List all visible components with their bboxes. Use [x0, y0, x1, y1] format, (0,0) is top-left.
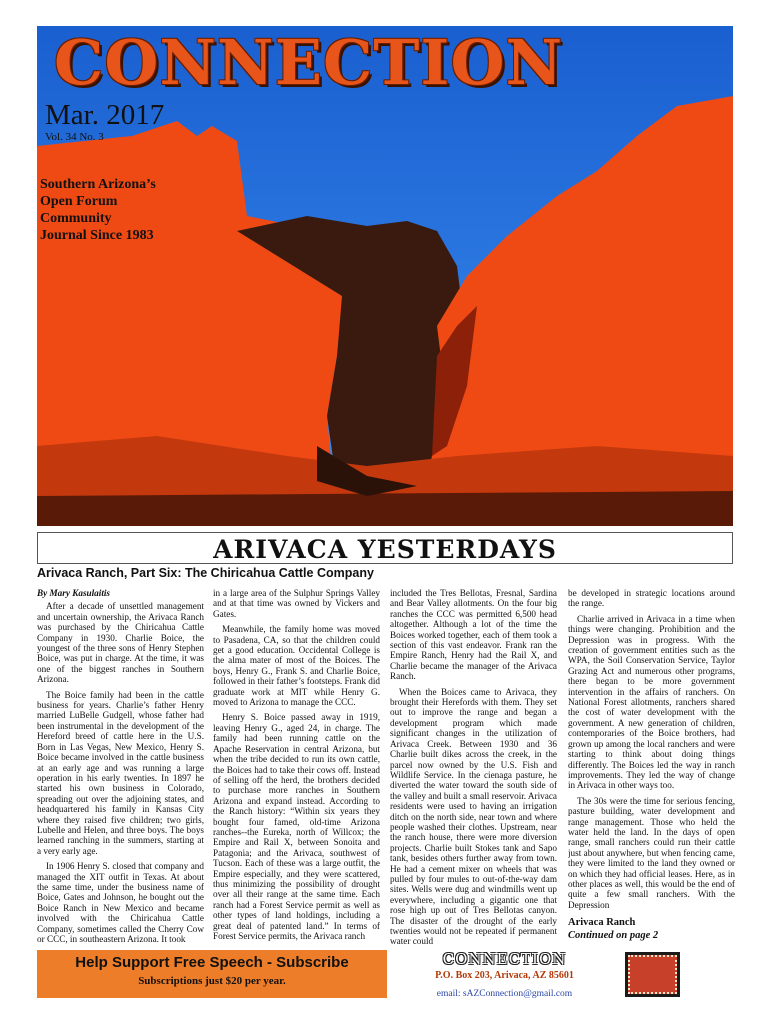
issue-volume: Vol. 34 No. 3 [45, 131, 104, 143]
tagline-line: Southern Arizona’s [40, 177, 156, 192]
paragraph: Charlie arrived in Arivaca in a time when things were changing. Prohibition and the Depression was in progress. With the creation of government entities such as the WPA, the Soil Conservation Service, Taylor Grazing Act and numerous other programs, there began to be more government intervention in the affairs of ranchers. On National Forest allotments, ranchers shared the cost of water development with the government. A new generation of children, contemporaries of the Boice brothers, had grown up among the local ranchers and were starting to think about doing things differently. The Boices led the way in ranch improvements. They led the way of change in Arivaca in other ways too. [568, 613, 735, 791]
paragraph: After a decade of unsettled management and uncertain ownership, the Arivaca Ranch was purchased by the Chiricahua Cattle Company in 1930. Charlie Boice, the youngest of the three sons of Henry Stephen Boice, was put in charge. At the time, it was one of the biggest ranches in Southern Arizona. [37, 601, 204, 685]
paragraph: The Boice family had been in the cattle business for years. Charlie’s father Henry married LuBelle Gudgell, whose father had been instrumental in the development of the Hereford breed of cattle here in the U.S. Born in Las Vegas, New Mexico, Henry S. Boice became involved in the cattle business at an early age and was running a large operation in his early twenties. In 1897 he started his own business in Colorado, spreading out over the adjoining states, and headquartered his family in Kansas City where they raised five children; two girls, Lubelle and Helen, and three boys. The boys learned ranching in the summers, starting at a very early age. [37, 689, 204, 856]
subscription-price: Subscriptions just $20 per year. [138, 975, 286, 987]
article-column-4 [568, 588, 735, 948]
tagline-line: Open Forum [40, 194, 118, 209]
paragraph: Henry S. Boice passed away in 1919, leaving Henry G., aged 24, in charge. The family had been running cattle on the Apache Reservation in central Arizona, but when the tribe decided to run its own cattle, the Boices had to take their cows off. Instead of selling off the herd, the brothers decided to purchase more ranches in Southern Arizona and expand instead. According to the Ranch history: “Within six years they bought four famed, old-time Arizona ranches--the Eureka, north of Willcox; the Empire and Rail X, between Sonoita and Patagonia; and the Arivaca, southwest of Tucson. Each of these was a large outfit, the Empire especially, and they were scattered, thus minimizing the possibility of drought over all their range at the same time. Each ranch had a Forest Service permit as well as other types of land holdings, including a great deal of patented land.” In terms of Forest Service permits, the Arivaca ranch [213, 712, 380, 941]
paragraph: in a large area of the Sulphur Springs Valley and at that time was owned by Vickers and Gates. [213, 588, 380, 619]
paragraph: Meanwhile, the family home was moved to Pasadena, CA, so that the children could get a good education. Occidental College is the alma mater of most of the Boices. The boys, Henry G., Frank S. and Charlie Boice, followed in their father’s footsteps. Frank did graduate work at MIT while Henry G. moved to Arizona to manage the CCC. [213, 624, 380, 708]
article-column-3 [390, 588, 557, 948]
article-column-2 [213, 588, 380, 948]
article-heading-banner [37, 532, 733, 564]
contact-logo: CONNECTION [442, 950, 567, 968]
byline: By Mary Kasulaitis [37, 588, 111, 598]
tagline [40, 176, 200, 244]
mailing-address: P.O. Box 203, Arivaca, AZ 85601 [435, 970, 574, 981]
paragraph: The 30s were the time for serious fencing, pasture building, water development and range management. Those who held the water held the land. In the days of open range, small ranchers could run their cattle just about anywhere, but when fencing came, they were limited to the land they owned or on which they had official leases. Here, as in other places as well, this would be the end of quite a few small ranchers. With the Depression [568, 795, 735, 910]
paragraph: In 1906 Henry S. closed that company and managed the XIT outfit in Texas. At about the same time, under the business name of Boice, Gates and Johnson, he bought out the Boice Ranch in New Mexico and became involved with the Chiricahua Cattle Company, sometimes called the Cherry Cow or CCC, in southeastern Arizona. It took [37, 861, 204, 944]
continuation-title: Arivaca Ranch [568, 917, 636, 929]
paragraph: included the Tres Bellotas, Fresnal, Sardina and Bear Valley allotments. On the four big ranches the CCC was permitted 6,500 head altogether. Although a lot of the time the Boices worked together, each of them took a section of this vast endeavor. Frank ran the Empire Ranch, Henry had the Rail X, and Charlie became the manager of the Arivaca Ranch. [390, 588, 557, 682]
tagline-line: Journal Since 1983 [40, 228, 154, 243]
article-column-1 [37, 588, 204, 948]
stamp-illustration [628, 955, 677, 994]
article-subtitle: Arivaca Ranch, Part Six: The Chiricahua Cattle Company [37, 566, 374, 580]
article-heading: ARIVACA YESTERDAYS [213, 535, 557, 564]
subscribe-banner[interactable] [37, 950, 387, 998]
cover-photo [37, 26, 733, 526]
masthead-logo: CONNECTION [54, 26, 564, 99]
subscribe-title: Help Support Free Speech - Subscribe [75, 954, 349, 971]
paragraph: be developed in strategic locations around the range. [568, 588, 735, 609]
issue-date: Mar. 2017 [45, 99, 165, 131]
continuation-note[interactable] [568, 916, 735, 942]
contact-block [392, 950, 617, 998]
email-link[interactable]: email: sAZConnection@gmail.com [436, 989, 573, 999]
tagline-line: Community [40, 211, 112, 226]
continued-on-page-link[interactable]: Continued on page 2 [568, 930, 659, 942]
postage-stamp-image [625, 952, 680, 997]
paragraph: When the Boices came to Arivaca, they brought their Herefords with them. They set out to improve the range and began a development program which made significant changes in the utilization of Arivaca Creek. Between 1930 and 36 Charlie built dikes across the creek, in the parcel now owned by the U.S. Fish and Wildlife Service. In the cienaga pasture, he diverted the water toward the south side of the valley and built a small reservoir. Arivaca residents were used to having an irrigation ditch on the north side, near town and where people washed their clothes. Upstream, near the ranch house, there were more diversion projects. Charlie built Stokes tank and Sapo tank, besides others further away from town. He had a cement mixer on wheels that was pulled by four mules to out-of-the-way dam sites. Wells were dug and windmills went up everywhere, including a gigantic one that rose high up out of Tres Bellotas canyon. The disaster of the drought of the early twenties would not be repeated if permanent water could [390, 686, 557, 947]
